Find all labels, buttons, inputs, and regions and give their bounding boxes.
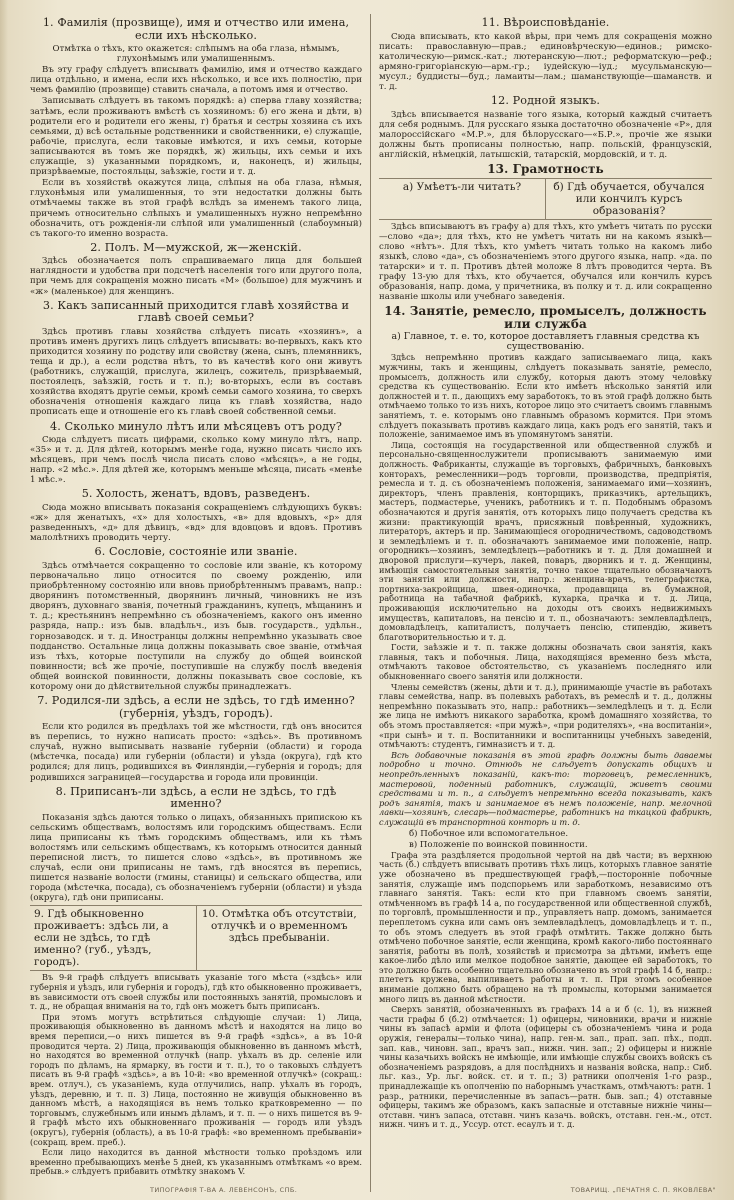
printer-imprint-right: ТОВАРИЩ. „ПЕЧАТНЯ С. П. ЯКОВЛЕВА": [570, 1186, 716, 1194]
section-4-title: 4. Сколько минуло лѣтъ или мѣсяцевъ отъ роду?: [50, 419, 342, 433]
section-7-title: 7. Родился-ли здѣсь, а если не здѣсь, то гдѣ именно? (губернія, уѣздъ, городъ).: [37, 694, 355, 720]
section-8-title: 8. Приписанъ-ли здѣсь, а если не здѣсь, то гдѣ именно?: [55, 784, 337, 811]
section-14-title: 14. Занятіе, ремесло, промыселъ, должность или служба: [384, 304, 707, 331]
section-9-paragraph: Въ 9-й графѣ слѣдуетъ вписывать указаніе того мѣста («здѣсь» или губернія и уѣздъ, или губернія и городъ), гдѣ кто обыкновенно проживаетъ, въ зависимости отъ своей службы или постоянныхъ занятій, промысловъ и т. д., не обращая вниманія на то, гдѣ онъ можетъ быть приписанъ.: [30, 972, 362, 1012]
section-3-title: 3. Какъ записанный приходится главѣ хозяйства и главѣ своей семьи?: [42, 298, 350, 325]
left-column: [22, 14, 371, 1192]
section-14-paragraph: Лица, состоящія на государственной или общественной службѣ и персонально-священнослужители прописываютъ занимаемую ими должность. Фабриканты, служащіе въ торговыхъ, фабричныхъ, банковыхъ конторахъ, ремесленники—родъ торговли, производства, предпріятія, ремесла и т. д. съ обозначеніемъ положенія, занимаемаго ими—хозяинъ, директоръ, членъ правленія, конторщикъ, приказчикъ, артельщикъ, мастеръ, подмастерье, ученикъ, работникъ и т. п. Подобнымъ образомъ обозначаются и другія занятія, отъ которыхъ лицо получаетъ средства къ жизни: практикующій врачъ, присяжный повѣренный, художникъ, литераторъ, актеръ и пр. Занимающіеся огородничествомъ, садоводствомъ и земледѣліемъ и т. п. обозначаютъ занимаемое ими положеніе, напр. огородникъ—хозяинъ, земледѣлецъ—работникъ и т. д. Для домашней и дворовой прислуги—кучеръ, лакей, поваръ, дворникъ и т. д. Женщины, имѣющія самостоятельныя занятія, точно такое тщательно обозначаютъ эти занятія или должности, напр.: женщина-врачъ, телеграфистка, портниха-закройщица, швея-одиночка, продавщица въ бумажной, работница на табачной фабрикѣ, кухарка, прачка и т. д. Лица, проживающія исключительно на доходы отъ своихъ недвижимыхъ имуществъ, капиталовъ, на пенсію и т. п., обозначаютъ: землевладѣлецъ, домовладѣлецъ, капиталистъ, получаетъ пенсію, стипендію, живетъ благотворительностью и т. д.: [379, 439, 712, 642]
two-column-layout: [22, 14, 720, 1192]
section-3-paragraph: Здѣсь противъ главы хозяйства слѣдуетъ писать «хозяинъ», а противъ именъ другихъ лицъ слѣдуетъ вписывать: во-первыхъ, какъ кто приходится хозяину по родству или свойству (жена, сынъ, племянникъ, теща и др.), а если родства нѣтъ, то въ качествѣ кого они живутъ (работникъ, служащій, прислуга, жилецъ, сожитель, призрѣваемый, постоялецъ, заѣзжій, гость и т. п.); во-вторыхъ, если въ составъ хозяйства входятъ другіе семьи, кромѣ семьи самого хозяина, то сверхъ обозначенія отношенія каждаго лица къ главѣ хозяйства, надо прописать еще и отношеніе его къ главѣ своей собственной семьи.: [30, 326, 362, 418]
section-14-paragraph: Сверхъ занятій, обозначенныхъ въ графахъ 14 а и б (с. 1), въ нижней части графы б (б.2) отмѣчается: 1) офицеры, чиновники, врачи и нижніе чины въ запасѣ арміи и флота (офицеры съ обозначеніемъ чина и рода оружія, генералы—только чина), напр. ген-м. зап., прап. зап. пѣх., подп. зап. кав., чиновн. зап., врачъ зап., нижн. чин. зап.; 2) офицеры и нижніе чины казачьихъ войскъ не имѣющіе, или имѣющіе службы своихъ войскъ съ обозначеніемъ разрядовъ, а для послѣднихъ и названія войска, напр.: Сиб. льг. каз., Ур. льг. войск. ст. и т. п.; 3) ратники ополченія 1-го разр., принадлежащіе къ ополченію по наборнымъ участкамъ, отмѣчаютъ: ратн. 1 разр., ратники, перечисленные въ запасъ—ратн. быв. зап.; 4) отставные офицеры, такимъ же образомъ, какъ запасные и отставные нижніе чины—отставн. чинъ запаса, отставн. чинъ казачь. войскъ, отставн. ген.-м., отст. нижн. чинъ и т. д., Уссур. отст. есаулъ и т. д.: [379, 1004, 712, 1130]
section-2-paragraph: Здѣсь обозначается полъ спрашиваемаго лица для большей наглядности и удобства при подсчетѣ населенія того или другого пола, при чемъ для сокращенія можно писать «М» (большое) для мужчинъ и «ж» (маленькое) для женщинъ.: [30, 256, 362, 297]
section-13a-cell: [379, 179, 546, 219]
section-11-paragraph: Сюда вписывать, кто какой вѣры, при чемъ для сокращенія можно писать: православную—прав.; единовѣрческую—единов.; римско-католическую—римск.-кат.; лютеранскую—лют.; реформатскую—реф.; армяно-григоріанскую—арм.-гр.; іудейскую—іуд.; мусульманскую—мусул.; буддисты—буд.; ламаиты—лам.; шаманствующіе—шаманств. и т. д.: [379, 31, 712, 92]
section-1-title: 1. Фамилія (прозвище), имя и отчество или имена, если ихъ нѣсколько.: [42, 16, 350, 42]
section-13a-title: а) Умѣетъ-ли читать?: [402, 180, 522, 193]
section-13-title: 13. Грамотность: [487, 162, 604, 177]
section-1-paragraph: Въ эту графу слѣдуетъ вписывать фамилію, имя и отчество каждаго лица отдѣльно, и имена, если ихъ нѣсколько, и все ихъ полностію, при чемъ фамилію (прозвище) ставить сначала, а потомъ имя и отчество.: [30, 65, 362, 96]
section-2-title: 2. Полъ. М—мужской, ж—женскій.: [90, 240, 302, 254]
section-14-paragraph: Члены семействъ (жены, дѣти и т. д.), принимающіе участіе въ работахъ главы семейства, напр. въ полевыхъ работахъ, въ ремеслѣ и т. д., должны непремѣнно показывать это, напр.: работникъ—земледѣлецъ и т. д. Если же лица не имѣютъ никакого заработка, кромѣ домашняго хозяйства, то объ этомъ проставляется: «при мужѣ», «при родителяхъ», «на воспитаніи», «при сынѣ» и т. п. Воспитанники и воспитанницы учебныхъ заведеній, отмѣчаютъ: студентъ, гимназистъ и т. д.: [379, 681, 712, 750]
section-1-paragraph: Если въ хозяйствѣ окажутся лица, слѣпыя на оба глаза, нѣмыя, глухонѣмыя или умалишенныя, то эти недостатки должны быть отмѣчаемы также въ этой графѣ вслѣдъ за именемъ такого лица, причемъ относительно слѣпыхъ и умалишенныхъ нужно непремѣнно обозначить, отъ рожденія-ли слѣпой или умалишенный (слабоумный) съ такого-то именно возраста.: [30, 178, 362, 239]
section-1-paragraph: Записывать слѣдуетъ въ такомъ порядкѣ: а) сперва главу хозяйства; затѣмъ, если проживаютъ вмѣстѣ съ хозяиномъ: б) его жена и дѣти, в) родители его и родители его жены, г) братья и сестры хозяина съ ихъ семьями, д) всѣ остальные родственники и свойственники, е) служащіе, рабочіе, прислуга, если таковые имѣются, и ихъ семьи, которые записываются въ томъ же порядкѣ, ж) жильцы, ихъ семьи и ихъ служащіе, з) указанными порядкомъ, и, наконецъ, и) жильцы, призрѣваемые, постояльцы, заѣзжіе, гости и т. д.: [30, 96, 362, 178]
section-9-title: 9. Гдѣ обыкновенно проживаетъ: здѣсь ли, а если не здѣсь, то гдѣ именно? (губ., уѣздъ, городъ).: [34, 908, 169, 969]
section-10-cell: [197, 906, 363, 970]
section-14-paragraph: Всѣ добавочные показанія въ этой графѣ должны быть даваемы подробно и точно. Отнюдь не слѣдуетъ допускать общихъ и неопредѣленныхъ показаній, какъ-то: торговецъ, ремесленникъ, мастеровой, поденный работникъ, служащій, живетъ своими средствами и т. п., а слѣдуетъ непремѣнно всегда показывать, какъ родъ занятія, такъ и занимаемое въ немъ положеніе, напр. мелочной лавки—хозяинъ, слесарь—подмастерье, работникъ на ткацкой фабрикѣ, служащій въ транспортной конторѣ и т. д.: [379, 749, 712, 827]
section-10-title: 10. Отмѣтка объ отсутствіи, отлучкѣ и о временномъ здѣсь пребываніи.: [201, 908, 357, 945]
printer-imprint-left: ТИПОГРАФІЯ Т-ВА А. ЛЕВЕНСОНЪ, СПБ.: [150, 1186, 298, 1194]
section-13b-cell: [546, 179, 712, 219]
section-9-paragraph: При этомъ могутъ встрѣтиться слѣдующіе случаи: 1) Лица, проживающія обыкновенно въ данномъ мѣстѣ и находятся на лицо во время переписи,—о нихъ пишется въ 9-й графѣ «здѣсь», а въ 10-й проводится черта. 2) Лица, проживающія обыкновенно въ данномъ мѣстѣ, но находятся во временной отлучкѣ (напр. уѣхалъ въ др. селеніе или городъ по дѣламъ, на ярмарку, въ гости и т. п.), то о таковыхъ слѣдуетъ писать въ 9-й графѣ «здѣсь», а въ 10-й: «во временной отлучкѣ» (сокращ.: врем. отлуч.), съ указаніемъ, куда отлучились, напр. уѣхалъ въ городъ, уѣздъ, деревню, и т. п. 3) Лица, постоянно не живущія обыкновенно въ данномъ мѣстѣ, а находящіяся въ немъ только кратковременно — по торговымъ, служебнымъ или инымъ дѣламъ, и т. п. — о нихъ пишется въ 9-й графѣ мѣсто ихъ обыкновеннаго проживанія — городъ или уѣздъ (округъ), губернія (область), а въ 10-й графѣ: «во временномъ пребываніи» (сокращ. врем. преб.).: [30, 1011, 362, 1147]
section-5-paragraph: Сюда можно вписывать показанія сокращеніемъ слѣдующихъ буквъ: «ж» для женатыхъ, «х» для холостыхъ, «в» для вдовыхъ, «р» для разведенныхъ, «д» для дѣвицъ, «вд» для вдовцовъ и вдовъ. Противъ малолѣтнихъ проводить черту.: [30, 502, 362, 544]
section-11-title: 11. Вѣроисповѣданіе.: [481, 16, 610, 29]
section-12-paragraph: Здѣсь вписывается названіе того языка, который каждый считаетъ для себя роднымъ. Для русскаго языка достаточно обозначеніе «Р», для малороссійскаго «М.Р.», для бѣлорусскаго—«Б.Р.», прочіе же языки должны быть прописаны полностью, напр. польскій, французскій, англійскій, нѣмецкій, латышскій, татарскій, мордовскій, и т. д.: [379, 109, 712, 160]
section-7-paragraph: Если кто родился въ предѣлахъ той же мѣстности, гдѣ онъ вносится въ перепись, то нужно написать просто: «здѣсь». Въ противномъ случаѣ, нужно выписывать названіе губерніи (области) и города (мѣстечка, посада) или губерніи (области) и уѣзда (округа), гдѣ кто родился; для лицъ, родившихся въ Финляндіи,—губернія и городъ; для родившихся заграницей—государства и города или провинціи.: [30, 722, 362, 783]
section-6-title: 6. Сословіе, состояніе или званіе.: [94, 545, 298, 559]
section-14-paragraph: Гости, заѣзжіе и т. п. также должны обозначать свои занятія, какъ главныя, такъ и побочныя. Лица, находящіяся временно безъ мѣста, отмѣчаютъ таковое обстоятельство, съ указаніемъ последняго или обыкновеннаго своего занятія или должности.: [379, 642, 712, 682]
section-4-paragraph: Сюда слѣдуетъ писать цифрами, сколько кому минуло лѣтъ, напр. «35» и т. д. Для дѣтей, которымъ менѣе года, нужно писать число ихъ мѣсяцевъ, при чемъ послѣ числа писать слово «мѣсяцъ», а не годы, напр. «2 мѣс.». Для дѣтей же, которымъ меньше мѣсяца, писать «менѣе 1 мѣс.».: [30, 435, 362, 486]
section-9-10-header-box: [30, 905, 362, 971]
section-9-cell: [30, 906, 197, 970]
section-13b-title: б) Гдѣ обучается, обучался или кончилъ курсъ образованія?: [553, 180, 705, 217]
section-14a-subtitle: а) Главное, т. е. то, которое доставляетъ главныя средства къ существованію.: [391, 331, 700, 353]
section-14b-subtitle: б) Побочное или вспомогательное.: [409, 828, 569, 839]
right-column: [371, 14, 720, 1192]
section-13-paragraph: Здѣсь вписываютъ въ графу а) для тѣхъ, кто умѣетъ читать по русски—слово «да»; для тѣхъ, кто не умѣетъ читать ни на какомъ языкѣ—слово «нѣтъ». Для тѣхъ, кто умѣетъ читать только на какомъ либо языкѣ, слово «да», съ обозначеніемъ этого другого языка, напр. «да. по татарски» и т. п. Противъ дѣтей моложе 8 лѣтъ проводится черта. Въ графу 13-ую для тѣхъ, кто обучается, обучался или кончилъ курсъ образованія, напр. дома, у причетника, въ полку и т. д. или сокращенно названіе школы или учебнаго заведенія.: [379, 221, 712, 303]
section-8-paragraph: Показанія здѣсь даются только о лицахъ, обязанныхъ припискою къ сельскимъ обществамъ, волостямъ или городскимъ обществамъ. Если лица приписаны къ тѣмъ городскимъ обществамъ, или къ тѣмъ волостямъ или сельскимъ обществамъ, къ которымъ относится данный переписной листъ, то пишется слово «здѣсь», въ противномъ же случаѣ, если они приписаны не тамъ, гдѣ вносятся въ перепись, пишется названіе волости (гмины, станицы) и сельскаго общества, или города (мѣстечка, посада), съ обозначеніемъ губерніи (области) и уѣзда (округа), гдѣ они приписаны.: [30, 812, 362, 904]
section-14-paragraph: Графа эта раздѣляется продольной чертой на двѣ части; въ верхнюю часть (б.) слѣдуетъ вписывать противъ тѣхъ лицъ, которыхъ главное занятіе уже обозначено въ предшествующей графѣ,—посторонніе побочные занятія, служащіе имъ подспорьемъ или заработкомъ, независимо отъ главнаго занятія. Такъ: если кто при главномъ своемъ занятіи, отмѣченномъ въ графѣ 14 а, по государственной или общественной службѣ, по торговлѣ, промышленности и пр., управляетъ напр. домомъ, занимается переплетомъ сукна или самъ онъ землевладѣлецъ, домовладѣлецъ и т. п., то объ этомъ следуетъ въ этой графѣ отмѣтить. Также должно быть отмѣчено побочное занятіе, если женщина, кромѣ какого-либо постояннаго занятія, работы въ полѣ, хозяйствѣ и присмотра за дѣтьми, имѣетъ еще какое-либо дѣло или мелкое подобное занятіе, дающее ей заработокъ, то это должно быть особенно тщательно обозначено въ этой графѣ 14 б, напр.: плететъ кружева, выпиливаетъ работы и т. п. При этомъ особенное вниманіе должно быть обращено на тѣ промыслы, которыми занимается много лицъ въ данной мѣстности.: [379, 849, 712, 1004]
section-13-header-box: [379, 178, 712, 220]
section-9-paragraph: Если лицо находится въ данной мѣстности только проѣздомъ или временно пребывающихъ менѣе 5 дней, къ указаннымъ отмѣткамъ «о врем. пребыв.» слѣдуетъ прибавить отмѣтку знакомъ V.: [30, 1147, 362, 1177]
section-6-paragraph: Здѣсь отмѣчается сокращенно то сословіе или званіе, къ которому первоначально лицо относится по своему рожденію, или приобрѣтенному состоянію или вновь приобрѣтеннымъ правамъ, напр.: дворянинъ потомственный, дворянинъ личный, чиновникъ не изъ дворянъ, духовнаго званія, почетный гражданинъ, купецъ, мѣщанинъ и т. д.; крестьянинъ непремѣнно съ обозначеніемъ, какого онъ именно разряда, напр.: изъ быв. владѣльч., изъ быв. государств., удѣльн., горнозаводск. и т. д. Иностранцы должны непремѣнно указывать свое подданство. Остальные лица должны показывать свое званіе, отмѣчая изъ тѣхъ, которые поступили на службу до общей воинской повинности; всѣ же прочіе, поступившіе на службу послѣ введенія общей воинской повинности, должны показывать свое сословіе, къ которому они до дѣйствительной службы принадлежатъ.: [30, 560, 362, 692]
section-14v-subtitle: в) Положеніе по воинской повинности.: [409, 839, 588, 850]
section-14-paragraph: Здѣсь непремѣнно противъ каждаго записываемаго лица, какъ мужчины, такъ и женщины, слѣдуетъ показывать занятіе, ремесло, промыселъ, должность или службу, которыя даютъ этому человѣку средства къ существованію. Если кто имѣетъ нѣсколько занятій или должностей и т. п., дающихъ ему заработокъ, то въ этой графѣ должно быть отмѣчаемо только то изъ нихъ, которое лицо это считаетъ своимъ главнымъ занятіемъ, т. е. которымъ оно главнымъ образомъ кормится. При этомъ слѣдуетъ показывать противъ каждаго лица, какъ родъ его занятій, такъ и положеніе, занимаемое имъ въ упомянутомъ занятіи.: [379, 352, 712, 440]
paper-fold-shadow: [0, 0, 8, 1200]
section-5-title: 5. Холость, женатъ, вдовъ, разведенъ.: [81, 487, 311, 501]
section-1-note: Отмѣтка о тѣхъ, кто окажется: слѣпымъ на оба глаза, нѣмымъ, глухонѣмымъ или умалишеннымъ.: [52, 44, 340, 65]
section-12-title: 12. Родной языкъ.: [490, 94, 601, 108]
